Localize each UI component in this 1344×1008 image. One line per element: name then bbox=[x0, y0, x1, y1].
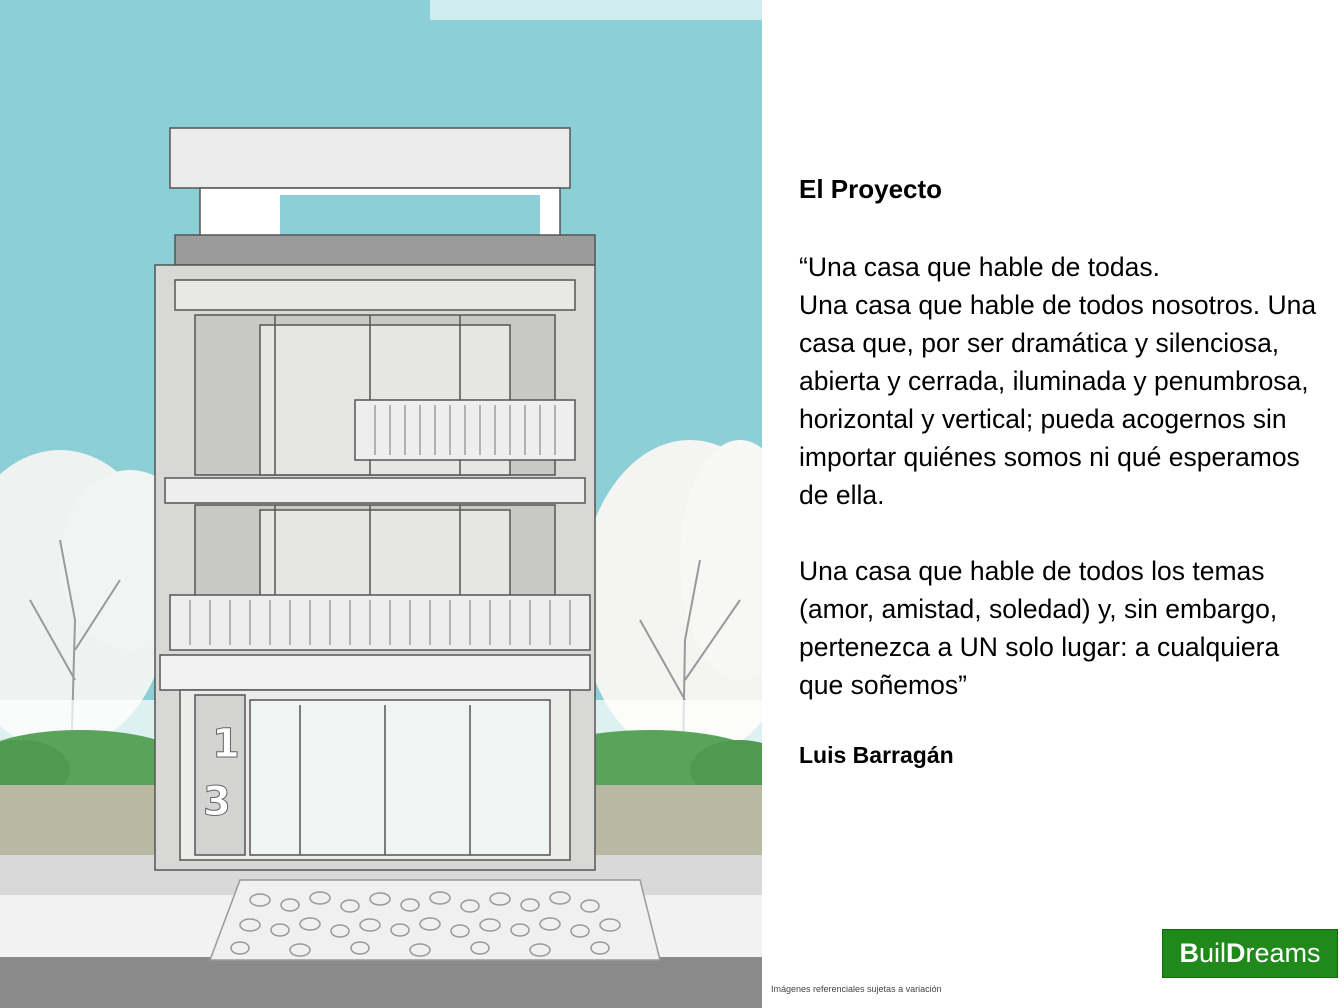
image-disclaimer: Imágenes referenciales sujetas a variación bbox=[771, 984, 942, 994]
logo-letter-b: B bbox=[1179, 938, 1199, 968]
logo-text-2: reams bbox=[1245, 938, 1321, 968]
logo-text-1: uil bbox=[1198, 938, 1226, 968]
text-panel bbox=[799, 170, 1319, 770]
quote-paragraph-1: “Una casa que hable de todas. Una casa que hable de todos nosotros. Una casa que, por ser dramática y silenciosa, abierta y cerrada, iluminada y penumbrosa, horizontal y vertical; pueda acogernos sin importar quiénes somos ni qué esperamos de ella. bbox=[799, 252, 1317, 510]
house-number-bottom: 3 bbox=[203, 779, 231, 825]
quote-author: Luis Barragán bbox=[799, 742, 954, 768]
logo-letter-d: D bbox=[1226, 938, 1246, 968]
cobblestones bbox=[210, 880, 660, 960]
house-number-top: 1 bbox=[212, 721, 240, 767]
quote-paragraph-2: Una casa que hable de todos los temas (amor, amistad, soledad) y, sin embargo, pertenezca a UN solo lugar: a cualquiera que soñemos” bbox=[799, 556, 1280, 700]
road bbox=[0, 957, 762, 1008]
haze bbox=[430, 0, 762, 20]
buildreams-logo bbox=[1162, 929, 1338, 978]
slide-heading: El Proyecto bbox=[799, 174, 943, 204]
